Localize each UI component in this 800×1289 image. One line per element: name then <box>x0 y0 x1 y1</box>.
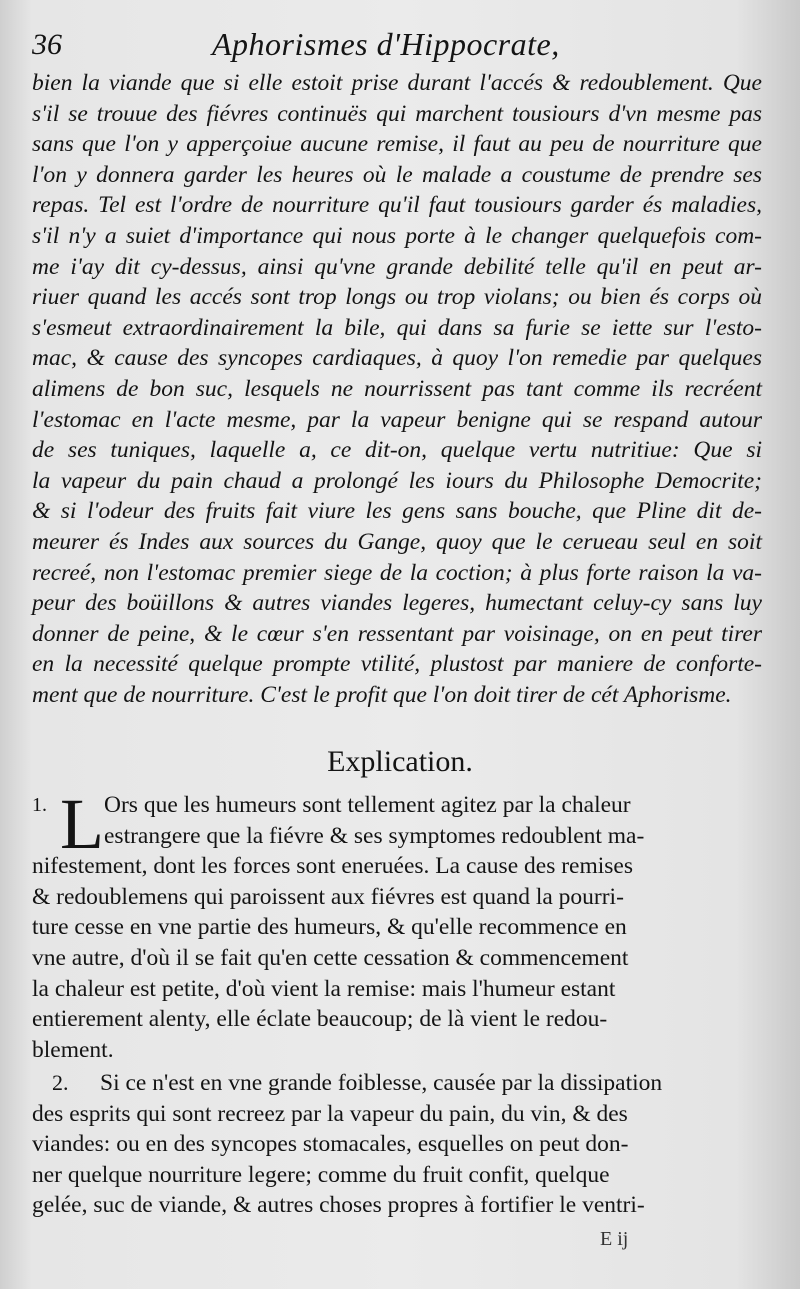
text-line: & redoublemens qui paroissent aux fiévres est quand la pourri- <box>32 883 624 910</box>
text-line: riuer quand les accés sont trop longs ou trop violans; ou bien és corps où <box>32 284 762 311</box>
text-line: me i'ay dit cy-dessus, ainsi qu'vne grande debilité telle qu'il en peut ar- <box>32 253 762 280</box>
text-line: estrangere que la fiévre & ses symptomes redoublent ma- <box>104 822 645 849</box>
text-line: vne autre, d'où il se fait qu'en cette cessation & commencement <box>32 944 629 971</box>
text-line: la vapeur du pain chaud a prolongé les iours du Philosophe Democrite; <box>32 467 762 494</box>
text-line: sans que l'on y apperçoiue aucune remise, il faut au peu de nourriture que <box>32 131 762 158</box>
explication-paragraph-1 <box>32 784 757 1065</box>
text-line: Ors que les humeurs sont tellement agitez par la chaleur <box>104 792 631 818</box>
text-line: & si l'odeur des fruits fait viure les gens sans bouche, que Pline dit de- <box>32 498 762 525</box>
text-line: repas. Tel est l'ordre de nourriture qu'il faut tousiours garder és maladies, <box>32 192 762 219</box>
paragraph-number: 1. <box>32 794 47 816</box>
drop-cap: L <box>60 784 104 864</box>
catchword-signature: E ij <box>600 1228 629 1250</box>
text-line: recreé, non l'estomac premier siege de la coction; à plus forte raison la va- <box>32 559 762 586</box>
text-line: l'on y donnera garder les heures où le malade a coustume de prendre ses <box>32 161 762 188</box>
text-line: ner quelque nourriture legere; comme du fruit confit, quelque <box>32 1161 610 1188</box>
text-line: la chaleur est petite, d'où vient la remise: mais l'humeur estant <box>32 975 616 1002</box>
text-line: s'il n'y a suiet d'importance qui nous porte à le changer quelquefois com- <box>32 222 762 249</box>
text-line: entierement alenty, elle éclate beaucoup; de là vient le redou- <box>32 1006 608 1033</box>
text-line: mac, & cause des syncopes cardiaques, à quoy l'on remedie par quelques <box>32 345 762 372</box>
text-line: bien la viande que si elle estoit prise durant l'accés & redoublement. Que <box>32 70 762 96</box>
running-title: Aphorismes d'Hippocrate, <box>212 26 560 62</box>
text-line: gelée, suc de viande, & autres choses propres à fortifier le ventri- <box>32 1192 645 1219</box>
page-number: 36 <box>32 28 62 61</box>
commentary-text <box>32 68 762 710</box>
text-line: s'esmeut extraordinairement la bile, qui dans sa furie se iette sur l'esto- <box>32 314 762 341</box>
text-line: ment que de nourriture. C'est le profit que l'on doit tirer de cét Aphorisme. <box>32 681 732 708</box>
text-line: viandes: ou en des syncopes stomacales, esquelles on peut don- <box>32 1131 629 1158</box>
paragraph-number: 2. <box>52 1070 69 1095</box>
text-line: de ses tuniques, laquelle a, ce dit-on, quelque vertu nutritiue: Que si <box>32 437 762 464</box>
text-line: ture cesse en vne partie des humeurs, & qu'elle recommence en <box>32 914 627 941</box>
text-line: blement. <box>32 1036 114 1063</box>
text-line: peur des boüillons & autres viandes legeres, humectant celuy-cy sans luy <box>32 590 762 617</box>
explication-paragraph-2 <box>32 1068 757 1221</box>
text-line: nifestement, dont les forces sont eneruées. La cause des remises <box>32 853 633 880</box>
text-line: en la necessité quelque prompte vtilité, plustost par maniere de conforte- <box>32 651 762 678</box>
text-line: alimens de bon suc, lesquels ne nourrissent pas tant comme ils recréent <box>32 375 762 402</box>
page-header <box>32 22 740 72</box>
text-line: s'il se trouue des fiévres continuës qui marchent tousiours d'vn mesme pas <box>32 100 762 127</box>
text-line: l'estomac en l'acte mesme, par la vapeur benigne qui se respand autour <box>32 406 762 433</box>
text-line: Si ce n'est en vne grande foiblesse, causée par la dissipation <box>100 1070 663 1096</box>
text-line: meurer és Indes aux sources du Gange, quoy que le cerueau seul en soit <box>32 528 762 555</box>
text-line: donner de peine, & le cœur s'en ressentant par voisinage, on en peut tirer <box>32 620 762 647</box>
text-line: des esprits qui sont recreez par la vapeur du pain, du vin, & des <box>32 1100 628 1127</box>
section-title: Explication. <box>327 745 473 778</box>
